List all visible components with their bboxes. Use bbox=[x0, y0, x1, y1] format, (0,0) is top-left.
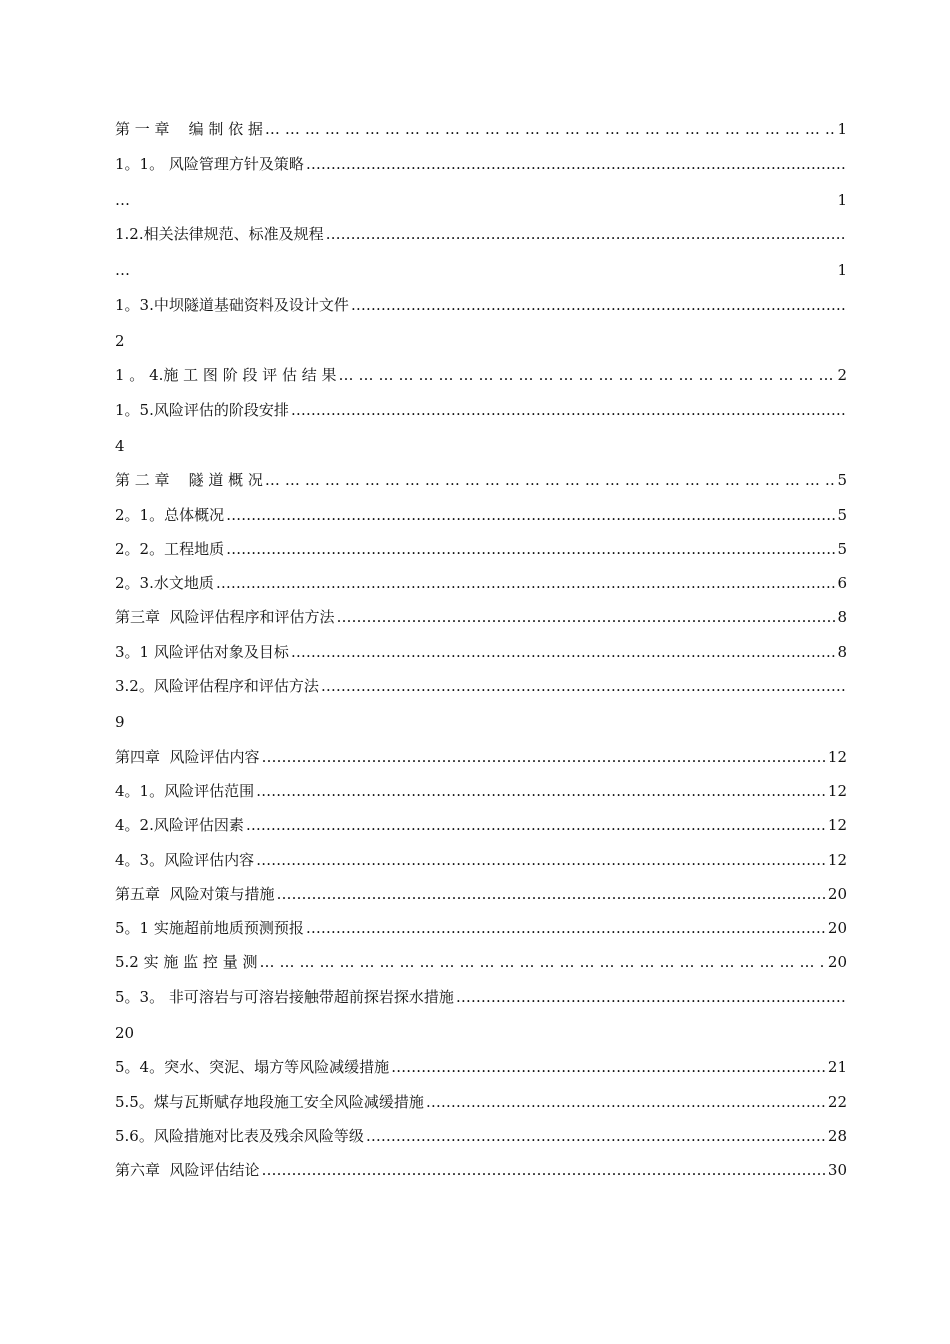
toc-leader-dots bbox=[115, 183, 131, 217]
toc-entry[interactable] bbox=[115, 392, 847, 463]
toc-leader-dots bbox=[326, 217, 847, 251]
toc-entry-title: 3。1 风险评估对象及目标 bbox=[115, 642, 289, 661]
toc-entry-first-line bbox=[115, 146, 847, 180]
toc-leader-dots bbox=[426, 1085, 826, 1119]
toc-entry[interactable] bbox=[115, 112, 847, 146]
toc-leader-dots bbox=[265, 463, 836, 497]
toc-entry-second-line bbox=[115, 251, 847, 287]
toc-entry-page-number: 22 bbox=[827, 1092, 847, 1111]
toc-entry[interactable] bbox=[115, 669, 847, 740]
toc-entry-title: 第三章 风险评估程序和评估方法 bbox=[115, 608, 335, 627]
toc-leader-dots bbox=[291, 393, 847, 427]
toc-entry-title: 3.2。风险评估程序和评估方法 bbox=[115, 677, 319, 696]
toc-entry[interactable] bbox=[115, 945, 847, 979]
toc-entry-page-number: 8 bbox=[837, 608, 847, 627]
toc-leader-dots bbox=[337, 600, 836, 634]
toc-entry-page-number: 30 bbox=[827, 1161, 847, 1180]
toc-entry-title: 第六章 风险评估结论 bbox=[115, 1161, 260, 1180]
toc-leader-dots bbox=[265, 112, 836, 146]
toc-leader-dots bbox=[306, 911, 826, 945]
toc-entry-page-number: 20 bbox=[827, 919, 847, 938]
toc-entry[interactable] bbox=[115, 808, 847, 842]
toc-entry-second-line bbox=[115, 322, 847, 358]
toc-leader-dots bbox=[456, 980, 847, 1014]
toc-entry-page-number: 9 bbox=[115, 713, 125, 732]
toc-leader-dots bbox=[262, 740, 826, 774]
toc-entry-title: 4。1。风险评估范围 bbox=[115, 781, 255, 800]
toc-leader-dots bbox=[259, 945, 825, 979]
toc-entry[interactable] bbox=[115, 774, 847, 808]
toc-entry[interactable] bbox=[115, 566, 847, 600]
toc-entry-page-number: 2 bbox=[837, 366, 847, 385]
toc-entry-second-line bbox=[115, 703, 847, 739]
toc-entry-first-line bbox=[115, 392, 847, 426]
toc-leader-dots bbox=[366, 1119, 826, 1153]
toc-entry-page-number: 4 bbox=[115, 436, 125, 455]
toc-entry[interactable] bbox=[115, 146, 847, 217]
toc-leader-dots bbox=[256, 843, 826, 877]
toc-leader-dots bbox=[226, 532, 835, 566]
toc-entry-page-number: 20 bbox=[827, 953, 847, 972]
toc-leader-dots bbox=[306, 147, 847, 181]
toc-entry-page-number: 20 bbox=[827, 884, 847, 903]
toc-entry-page-number: 1 bbox=[837, 190, 847, 209]
toc-leader-dots bbox=[256, 774, 826, 808]
toc-entry[interactable] bbox=[115, 497, 847, 531]
toc-entry[interactable] bbox=[115, 287, 847, 358]
toc-entry-title: 2。1。总体概况 bbox=[115, 505, 225, 524]
toc-leader-dots bbox=[321, 669, 847, 703]
toc-entry-second-line bbox=[115, 427, 847, 463]
toc-entry-page-number: 1 bbox=[837, 261, 847, 280]
toc-leader-dots bbox=[216, 566, 836, 600]
toc-entry-title: 1 。 4.施 工 图 阶 段 评 估 结 果 bbox=[115, 366, 337, 385]
toc-entry-first-line bbox=[115, 217, 847, 251]
table-of-contents bbox=[115, 112, 847, 1187]
toc-entry[interactable] bbox=[115, 532, 847, 566]
toc-leader-dots bbox=[226, 498, 835, 532]
toc-entry-title: 1。1。 风险管理方针及策略 bbox=[115, 154, 304, 173]
toc-leader-dots bbox=[277, 877, 826, 911]
toc-entry[interactable] bbox=[115, 739, 847, 773]
toc-entry-title: 5。1 实施超前地质预测预报 bbox=[115, 919, 304, 938]
toc-entry-page-number: 5 bbox=[837, 539, 847, 558]
toc-entry-title: 4。3。风险评估内容 bbox=[115, 850, 255, 869]
toc-entry[interactable] bbox=[115, 1153, 847, 1187]
toc-leader-dots bbox=[246, 808, 826, 842]
toc-entry[interactable] bbox=[115, 877, 847, 911]
toc-entry-title: 第五章 风险对策与措施 bbox=[115, 884, 275, 903]
toc-entry-page-number: 20 bbox=[115, 1024, 135, 1043]
toc-entry-second-line bbox=[115, 1014, 847, 1050]
toc-entry-page-number: 28 bbox=[827, 1126, 847, 1145]
toc-entry[interactable] bbox=[115, 1050, 847, 1084]
toc-entry[interactable] bbox=[115, 911, 847, 945]
toc-entry-title: 2。2。工程地质 bbox=[115, 539, 225, 558]
toc-entry-first-line bbox=[115, 669, 847, 703]
toc-entry-title: 1.2.相关法律规范、标准及规程 bbox=[115, 225, 324, 244]
toc-entry[interactable] bbox=[115, 358, 847, 392]
toc-entry-page-number: 21 bbox=[827, 1058, 847, 1077]
toc-entry-title: 第 一 章 编 制 依 据 bbox=[115, 120, 263, 139]
toc-entry-first-line bbox=[115, 979, 847, 1013]
toc-entry-title: 5。4。突水、突泥、塌方等风险减缓措施 bbox=[115, 1058, 390, 1077]
toc-entry-page-number: 5 bbox=[837, 505, 847, 524]
toc-entry[interactable] bbox=[115, 217, 847, 288]
toc-entry-page-number: 12 bbox=[827, 781, 847, 800]
toc-entry-page-number: 12 bbox=[827, 747, 847, 766]
toc-entry-page-number: 1 bbox=[837, 120, 847, 139]
toc-entry-title: 1。3.中坝隧道基础资料及设计文件 bbox=[115, 295, 349, 314]
toc-entry-title: 1。5.风险评估的阶段安排 bbox=[115, 400, 289, 419]
toc-leader-dots bbox=[391, 1050, 826, 1084]
toc-leader-dots bbox=[262, 1153, 826, 1187]
toc-entry-title: 5.2 实 施 监 控 量 测 bbox=[115, 953, 258, 972]
toc-entry-page-number: 6 bbox=[837, 574, 847, 593]
toc-leader-dots bbox=[339, 358, 836, 392]
toc-entry-second-line bbox=[115, 181, 847, 217]
toc-entry-title: 5.6。风险措施对比表及残余风险等级 bbox=[115, 1126, 364, 1145]
toc-entry[interactable] bbox=[115, 634, 847, 668]
toc-entry-first-line bbox=[115, 287, 847, 321]
toc-entry-title: 5。3。 非可溶岩与可溶岩接触带超前探岩探水措施 bbox=[115, 987, 454, 1006]
toc-entry[interactable] bbox=[115, 1119, 847, 1153]
toc-leader-dots bbox=[351, 288, 847, 322]
toc-entry-title: 第四章 风险评估内容 bbox=[115, 747, 260, 766]
toc-entry-page-number: 8 bbox=[837, 642, 847, 661]
toc-entry-page-number: 2 bbox=[115, 332, 125, 351]
toc-entry[interactable] bbox=[115, 463, 847, 497]
toc-leader-dots bbox=[115, 253, 131, 287]
toc-leader-dots bbox=[291, 635, 836, 669]
toc-entry-page-number: 5 bbox=[837, 471, 847, 490]
toc-entry-page-number: 12 bbox=[827, 850, 847, 869]
toc-entry[interactable] bbox=[115, 1084, 847, 1118]
toc-entry-title: 第 二 章 隧 道 概 况 bbox=[115, 471, 263, 490]
toc-entry-title: 4。2.风险评估因素 bbox=[115, 816, 244, 835]
toc-entry[interactable] bbox=[115, 600, 847, 634]
toc-entry[interactable] bbox=[115, 979, 847, 1050]
toc-entry[interactable] bbox=[115, 842, 847, 876]
toc-entry-page-number: 12 bbox=[827, 816, 847, 835]
toc-entry-title: 2。3.水文地质 bbox=[115, 574, 214, 593]
toc-entry-title: 5.5。煤与瓦斯赋存地段施工安全风险减缓措施 bbox=[115, 1092, 424, 1111]
